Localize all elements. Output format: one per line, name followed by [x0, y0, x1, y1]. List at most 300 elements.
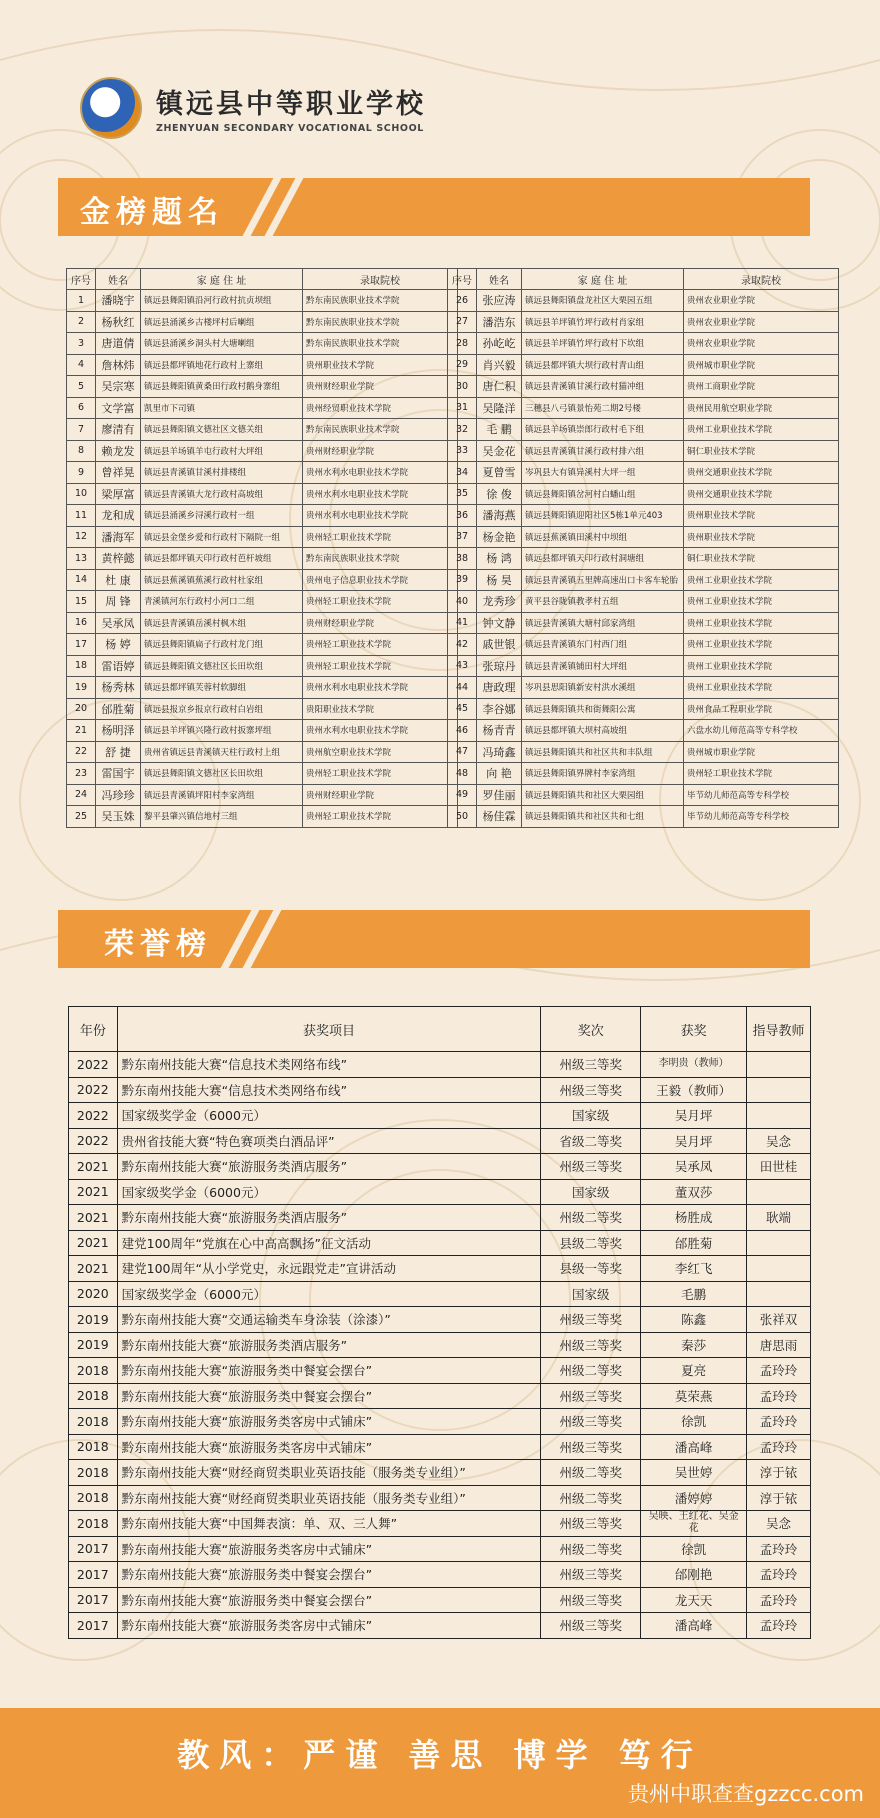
honors-table [68, 1006, 811, 1639]
row-number: 24 [67, 784, 96, 806]
award-winner: 吴世婷 [641, 1460, 747, 1486]
admission-row [67, 354, 458, 376]
award-year: 2022 [69, 1077, 118, 1103]
admitted-school: 贵州水利水电职业技术学院 [303, 462, 458, 484]
award-rank: 县级二等奖 [541, 1230, 641, 1256]
col-address: 家 庭 住 址 [522, 269, 684, 290]
award-rank: 州级三等奖 [541, 1409, 641, 1435]
admitted-school: 贵州工业职业技术学院 [684, 612, 839, 634]
award-teacher: 张祥双 [747, 1307, 811, 1333]
student-name: 杨秋红 [96, 311, 141, 333]
row-number: 34 [448, 462, 477, 484]
row-number: 28 [448, 333, 477, 355]
student-name: 潘晓宇 [96, 290, 141, 312]
admission-row [448, 806, 839, 828]
award-year: 2021 [69, 1154, 118, 1180]
award-teacher: 孟玲玲 [747, 1562, 811, 1588]
award-project: 黔东南州技能大赛“旅游服务类酒店服务” [117, 1332, 541, 1358]
award-winner: 莫荣燕 [641, 1383, 747, 1409]
award-year: 2022 [69, 1052, 118, 1078]
award-rank: 县级一等奖 [541, 1256, 641, 1282]
award-rank: 州级二等奖 [541, 1460, 641, 1486]
row-number: 17 [67, 634, 96, 656]
award-project: 黔东南州技能大赛“旅游服务类客房中式铺床” [117, 1536, 541, 1562]
admission-row [448, 698, 839, 720]
student-name: 吴隆洋 [477, 397, 522, 419]
award-year: 2021 [69, 1205, 118, 1231]
home-address: 镇远县都坪镇天印行政村洞塘组 [522, 548, 684, 570]
row-number: 38 [448, 548, 477, 570]
award-winner: 潘高峰 [641, 1434, 747, 1460]
admitted-school: 铜仁职业技术学院 [684, 548, 839, 570]
admission-header-row [67, 269, 458, 290]
home-address: 镇远县都坪镇地花行政村上寨组 [141, 354, 303, 376]
col-no: 序号 [448, 269, 477, 290]
admitted-school: 毕节幼儿师范高等专科学校 [684, 806, 839, 828]
admitted-school: 贵州职业技术学院 [303, 354, 458, 376]
student-name: 杜 康 [96, 569, 141, 591]
home-address: 镇远县羊坪镇竹坪行政村肖家组 [522, 311, 684, 333]
admission-row [67, 741, 458, 763]
col-teacher: 指导教师 [747, 1007, 811, 1052]
row-number: 21 [67, 720, 96, 742]
col-project: 获奖项目 [117, 1007, 541, 1052]
admitted-school: 贵州财经职业学院 [303, 612, 458, 634]
award-teacher: 孟玲玲 [747, 1434, 811, 1460]
admitted-school: 贵州水利水电职业技术学院 [303, 720, 458, 742]
admitted-school: 贵州财经职业学院 [303, 440, 458, 462]
admission-row [448, 741, 839, 763]
row-number: 19 [67, 677, 96, 699]
admission-row [67, 440, 458, 462]
student-name: 吴承凤 [96, 612, 141, 634]
school-name-en: ZHENYUAN SECONDARY VOCATIONAL SCHOOL [156, 123, 424, 134]
admission-row [67, 698, 458, 720]
admission-row [448, 397, 839, 419]
award-year: 2018 [69, 1434, 118, 1460]
admission-table-left [66, 268, 458, 828]
school-name: 镇远县中等职业学校 [156, 89, 426, 120]
award-teacher [747, 1230, 811, 1256]
student-name: 肖兴毅 [477, 354, 522, 376]
col-address: 家 庭 住 址 [141, 269, 303, 290]
row-number: 8 [67, 440, 96, 462]
award-project: 建党100周年“党旗在心中高高飘扬”征文活动 [117, 1230, 541, 1256]
home-address: 贵州省镇远县青溪镇天柱行政村上组 [141, 741, 303, 763]
award-winner: 吴承凤 [641, 1154, 747, 1180]
admitted-school: 贵州工业职业技术学院 [684, 419, 839, 441]
row-number: 42 [448, 634, 477, 656]
student-name: 冯琦鑫 [477, 741, 522, 763]
row-number: 12 [67, 526, 96, 548]
honors-row [69, 1460, 811, 1486]
admission-row [448, 354, 839, 376]
award-project: 黔东南州技能大赛“信息技术类网络布线” [117, 1052, 541, 1078]
award-winner: 吴映、王红花、吴金花 [641, 1511, 747, 1537]
admitted-school: 贵州经贸职业技术学院 [303, 397, 458, 419]
award-year: 2018 [69, 1383, 118, 1409]
honors-row [69, 1358, 811, 1384]
admission-row [448, 419, 839, 441]
admission-row [448, 548, 839, 570]
home-address: 镇远县青溪镇甘溪行政村排六组 [522, 440, 684, 462]
admission-row [67, 806, 458, 828]
row-number: 3 [67, 333, 96, 355]
award-teacher: 唐思雨 [747, 1332, 811, 1358]
honors-header-row [69, 1007, 811, 1052]
home-address: 镇远县舞阳镇扁子行政村龙门组 [141, 634, 303, 656]
admission-row [448, 526, 839, 548]
col-year: 年份 [69, 1007, 118, 1052]
row-number: 32 [448, 419, 477, 441]
award-teacher [747, 1052, 811, 1078]
award-rank: 州级三等奖 [541, 1307, 641, 1333]
honors-row [69, 1613, 811, 1639]
admission-header-row [448, 269, 839, 290]
honors-row [69, 1562, 811, 1588]
award-winner: 杨胜成 [641, 1205, 747, 1231]
row-number: 10 [67, 483, 96, 505]
row-number: 49 [448, 784, 477, 806]
home-address: 镇远县舞阳镇沿河行政村抗贞坝组 [141, 290, 303, 312]
home-address: 镇远县舞阳镇盘龙社区大栗园五组 [522, 290, 684, 312]
admitted-school: 贵州财经职业学院 [303, 376, 458, 398]
student-name: 吴玉姝 [96, 806, 141, 828]
student-name: 夏曾雪 [477, 462, 522, 484]
admitted-school: 贵阳职业技术学院 [303, 698, 458, 720]
admitted-school: 贵州交通职业技术学院 [684, 462, 839, 484]
admitted-school: 贵州轻工职业技术学院 [303, 591, 458, 613]
home-address: 镇远县报京乡报京行政村白岩组 [141, 698, 303, 720]
honors-row [69, 1307, 811, 1333]
row-number: 30 [448, 376, 477, 398]
admission-title: 金榜题名 [80, 195, 224, 230]
award-teacher [747, 1281, 811, 1307]
honors-row [69, 1077, 811, 1103]
award-project: 黔东南州技能大赛“旅游服务类客房中式铺床” [117, 1409, 541, 1435]
col-rank: 奖次 [541, 1007, 641, 1052]
award-winner: 秦莎 [641, 1332, 747, 1358]
admitted-school: 贵州职业技术学院 [684, 505, 839, 527]
honors-row [69, 1128, 811, 1154]
home-address: 镇远县涌溪乡古楼坪村后喇组 [141, 311, 303, 333]
award-project: 黔东南州技能大赛“旅游服务类酒店服务” [117, 1154, 541, 1180]
award-project: 黔东南州技能大赛“财经商贸类职业英语技能（服务类专业组）” [117, 1460, 541, 1486]
admission-row [67, 569, 458, 591]
admitted-school: 贵州职业技术学院 [684, 526, 839, 548]
row-number: 36 [448, 505, 477, 527]
home-address: 镇远县青溪镇大塘村邱家湾组 [522, 612, 684, 634]
award-project: 黔东南州技能大赛“交通运输类车身涂装（涂漆）” [117, 1307, 541, 1333]
student-name: 杨 婷 [96, 634, 141, 656]
student-name: 冯珍珍 [96, 784, 141, 806]
award-project: 国家级奖学金（6000元） [117, 1103, 541, 1129]
col-school: 录取院校 [684, 269, 839, 290]
home-address: 镇远县舞阳镇文德社区文德关组 [141, 419, 303, 441]
col-name: 姓名 [477, 269, 522, 290]
award-winner: 李红飞 [641, 1256, 747, 1282]
award-rank: 州级三等奖 [541, 1332, 641, 1358]
admission-row [67, 548, 458, 570]
award-project: 国家级奖学金（6000元） [117, 1179, 541, 1205]
admitted-school: 贵州财经职业学院 [303, 784, 458, 806]
home-address: 镇远县涌溪乡浔溪行政村一组 [141, 505, 303, 527]
student-name: 吴宗寒 [96, 376, 141, 398]
award-year: 2018 [69, 1358, 118, 1384]
student-name: 杨 鸿 [477, 548, 522, 570]
award-winner: 夏亮 [641, 1358, 747, 1384]
row-number: 23 [67, 763, 96, 785]
row-number: 37 [448, 526, 477, 548]
student-name: 龙和成 [96, 505, 141, 527]
honors-row [69, 1052, 811, 1078]
award-year: 2022 [69, 1128, 118, 1154]
honors-row [69, 1409, 811, 1435]
footer-band [0, 1708, 880, 1818]
award-year: 2017 [69, 1536, 118, 1562]
student-name: 潘海军 [96, 526, 141, 548]
admitted-school: 贵州民用航空职业学院 [684, 397, 839, 419]
home-address: 镇远县青溪镇甘溪行政村猫冲组 [522, 376, 684, 398]
home-address: 镇远县都坪镇芙蓉村软脚组 [141, 677, 303, 699]
award-teacher: 田世桂 [747, 1154, 811, 1180]
award-rank: 州级三等奖 [541, 1154, 641, 1180]
admission-row [448, 462, 839, 484]
school-motto: 教风：严谨 善思 博学 笃行 [177, 1736, 703, 1774]
home-address: 镇远县舞阳镇黄桑田行政村鹅身寨组 [141, 376, 303, 398]
admitted-school: 黔东南民族职业技术学院 [303, 333, 458, 355]
award-winner: 吴月坪 [641, 1103, 747, 1129]
award-year: 2020 [69, 1281, 118, 1307]
honors-banner [58, 910, 810, 968]
admission-row [67, 763, 458, 785]
admitted-school: 六盘水幼儿师范高等专科学校 [684, 720, 839, 742]
student-name: 吴金花 [477, 440, 522, 462]
admission-row [67, 333, 458, 355]
home-address: 镇远县青溪镇岳溪村枫木组 [141, 612, 303, 634]
student-name: 杨金艳 [477, 526, 522, 548]
award-year: 2021 [69, 1230, 118, 1256]
award-rank: 州级二等奖 [541, 1358, 641, 1384]
award-teacher: 淳于铱 [747, 1460, 811, 1486]
admission-row [448, 655, 839, 677]
student-name: 周 锋 [96, 591, 141, 613]
honors-row [69, 1179, 811, 1205]
row-number: 48 [448, 763, 477, 785]
award-rank: 国家级 [541, 1281, 641, 1307]
admitted-school: 黔东南民族职业技术学院 [303, 548, 458, 570]
row-number: 29 [448, 354, 477, 376]
student-name: 张琼丹 [477, 655, 522, 677]
award-teacher [747, 1179, 811, 1205]
award-project: 黔东南州技能大赛“旅游服务类中餐宴会摆台” [117, 1587, 541, 1613]
admission-row [67, 677, 458, 699]
honors-row [69, 1332, 811, 1358]
award-winner: 陈鑫 [641, 1307, 747, 1333]
student-name: 向 艳 [477, 763, 522, 785]
admitted-school: 贵州农业职业学院 [684, 311, 839, 333]
award-teacher [747, 1256, 811, 1282]
student-name: 罗佳丽 [477, 784, 522, 806]
award-rank: 州级三等奖 [541, 1587, 641, 1613]
student-name: 文学富 [96, 397, 141, 419]
award-year: 2018 [69, 1409, 118, 1435]
student-name: 李谷娜 [477, 698, 522, 720]
row-number: 5 [67, 376, 96, 398]
admission-row [448, 376, 839, 398]
award-rank: 国家级 [541, 1103, 641, 1129]
admitted-school: 贵州轻工职业技术学院 [303, 763, 458, 785]
row-number: 14 [67, 569, 96, 591]
home-address: 镇远县都坪镇大坝行政村青山组 [522, 354, 684, 376]
admission-row [448, 612, 839, 634]
row-number: 39 [448, 569, 477, 591]
award-rank: 州级三等奖 [541, 1383, 641, 1409]
admitted-school: 贵州电子信息职业技术学院 [303, 569, 458, 591]
row-number: 46 [448, 720, 477, 742]
student-name: 雷国宇 [96, 763, 141, 785]
admitted-school: 贵州轻工职业技术学院 [303, 634, 458, 656]
award-winner: 毛鹏 [641, 1281, 747, 1307]
award-year: 2018 [69, 1485, 118, 1511]
award-rank: 州级三等奖 [541, 1562, 641, 1588]
student-name: 钟文静 [477, 612, 522, 634]
admitted-school: 贵州水利水电职业技术学院 [303, 677, 458, 699]
award-year: 2019 [69, 1307, 118, 1333]
admission-row [448, 569, 839, 591]
row-number: 18 [67, 655, 96, 677]
admitted-school: 黔东南民族职业技术学院 [303, 419, 458, 441]
student-name: 杨青青 [477, 720, 522, 742]
award-project: 建党100周年“从小学党史，永远跟党走”宣讲活动 [117, 1256, 541, 1282]
award-teacher: 孟玲玲 [747, 1383, 811, 1409]
award-winner: 龙天天 [641, 1587, 747, 1613]
award-teacher: 耿端 [747, 1205, 811, 1231]
home-address: 镇远县都坪镇大坝村高坡组 [522, 720, 684, 742]
home-address: 岑巩县思阳镇新安村洪水溪组 [522, 677, 684, 699]
admitted-school: 黔东南民族职业技术学院 [303, 290, 458, 312]
honors-row [69, 1536, 811, 1562]
home-address: 镇远县舞阳镇共和社区大栗园组 [522, 784, 684, 806]
admission-row [67, 526, 458, 548]
award-year: 2021 [69, 1256, 118, 1282]
admitted-school: 贵州工业职业技术学院 [684, 655, 839, 677]
admission-row [67, 462, 458, 484]
honors-row [69, 1256, 811, 1282]
award-teacher: 孟玲玲 [747, 1613, 811, 1639]
home-address: 镇远县舞阳镇迎阳社区5栋1单元403 [522, 505, 684, 527]
row-number: 22 [67, 741, 96, 763]
admitted-school: 贵州轻工职业技术学院 [303, 806, 458, 828]
admission-row [67, 419, 458, 441]
honors-row [69, 1103, 811, 1129]
row-number: 6 [67, 397, 96, 419]
student-name: 杨 昊 [477, 569, 522, 591]
student-name: 唐政理 [477, 677, 522, 699]
award-teacher: 孟玲玲 [747, 1409, 811, 1435]
admission-row [448, 720, 839, 742]
row-number: 25 [67, 806, 96, 828]
award-project: 黔东南州技能大赛“旅游服务类酒店服务” [117, 1205, 541, 1231]
award-rank: 州级三等奖 [541, 1613, 641, 1639]
admitted-school: 贵州城市职业学院 [684, 354, 839, 376]
home-address: 镇远县青溪镇坪阳村李家湾组 [141, 784, 303, 806]
admission-row [67, 612, 458, 634]
honors-row [69, 1511, 811, 1537]
student-name: 龙秀珍 [477, 591, 522, 613]
admission-row [448, 483, 839, 505]
admitted-school: 贵州农业职业学院 [684, 290, 839, 312]
student-name: 詹林炜 [96, 354, 141, 376]
home-address: 镇远县舞阳镇共和街舞阳公寓 [522, 698, 684, 720]
admission-row [448, 677, 839, 699]
admission-row [67, 720, 458, 742]
row-number: 27 [448, 311, 477, 333]
award-rank: 省级二等奖 [541, 1128, 641, 1154]
award-winner: 王毅（教师） [641, 1077, 747, 1103]
admitted-school: 贵州轻工职业技术学院 [684, 763, 839, 785]
row-number: 2 [67, 311, 96, 333]
admitted-school: 贵州交通职业技术学院 [684, 483, 839, 505]
award-year: 2018 [69, 1511, 118, 1537]
admitted-school: 贵州城市职业学院 [684, 741, 839, 763]
admitted-school: 贵州工业职业技术学院 [684, 591, 839, 613]
admitted-school: 贵州工业职业技术学院 [684, 634, 839, 656]
student-name: 徐 俊 [477, 483, 522, 505]
award-year: 2017 [69, 1562, 118, 1588]
home-address: 镇远县涌溪乡洞头村大塘喇组 [141, 333, 303, 355]
home-address: 镇远县舞阳镇界牌村李家湾组 [522, 763, 684, 785]
admitted-school: 贵州水利水电职业技术学院 [303, 505, 458, 527]
home-address: 镇远县蕉溪镇蕉溪行政村杜家组 [141, 569, 303, 591]
row-number: 41 [448, 612, 477, 634]
watermark: 贵州中职查查gzzcc.com [628, 1782, 864, 1806]
admission-row [67, 655, 458, 677]
award-teacher: 吴念 [747, 1511, 811, 1537]
admission-row [448, 634, 839, 656]
award-winner: 潘婷婷 [641, 1485, 747, 1511]
award-rank: 州级三等奖 [541, 1052, 641, 1078]
student-name: 毛 鹏 [477, 419, 522, 441]
award-project: 黔东南州技能大赛“信息技术类网络布线” [117, 1077, 541, 1103]
student-name: 梁厚富 [96, 483, 141, 505]
school-logo [80, 77, 142, 139]
row-number: 47 [448, 741, 477, 763]
admission-row [67, 591, 458, 613]
admitted-school: 贵州轻工职业技术学院 [303, 526, 458, 548]
home-address: 镇远县青溪镇东门村西门组 [522, 634, 684, 656]
award-teacher [747, 1103, 811, 1129]
home-address: 镇远县都坪镇天印行政村芭杆坡组 [141, 548, 303, 570]
award-winner: 潘高峰 [641, 1613, 747, 1639]
home-address: 镇远县舞阳镇文德社区长田坎组 [141, 763, 303, 785]
award-project: 黔东南州技能大赛“旅游服务类中餐宴会摆台” [117, 1383, 541, 1409]
admission-row [448, 591, 839, 613]
home-address: 镇远县蕉溪镇田溪村中坝组 [522, 526, 684, 548]
award-winner: 董双莎 [641, 1179, 747, 1205]
student-name: 邰胜菊 [96, 698, 141, 720]
student-name: 赖龙发 [96, 440, 141, 462]
col-winner: 获奖 [641, 1007, 747, 1052]
row-number: 43 [448, 655, 477, 677]
award-teacher: 孟玲玲 [747, 1358, 811, 1384]
admission-row [448, 311, 839, 333]
admission-row [448, 440, 839, 462]
admission-row [67, 290, 458, 312]
award-teacher: 孟玲玲 [747, 1587, 811, 1613]
row-number: 33 [448, 440, 477, 462]
row-number: 16 [67, 612, 96, 634]
